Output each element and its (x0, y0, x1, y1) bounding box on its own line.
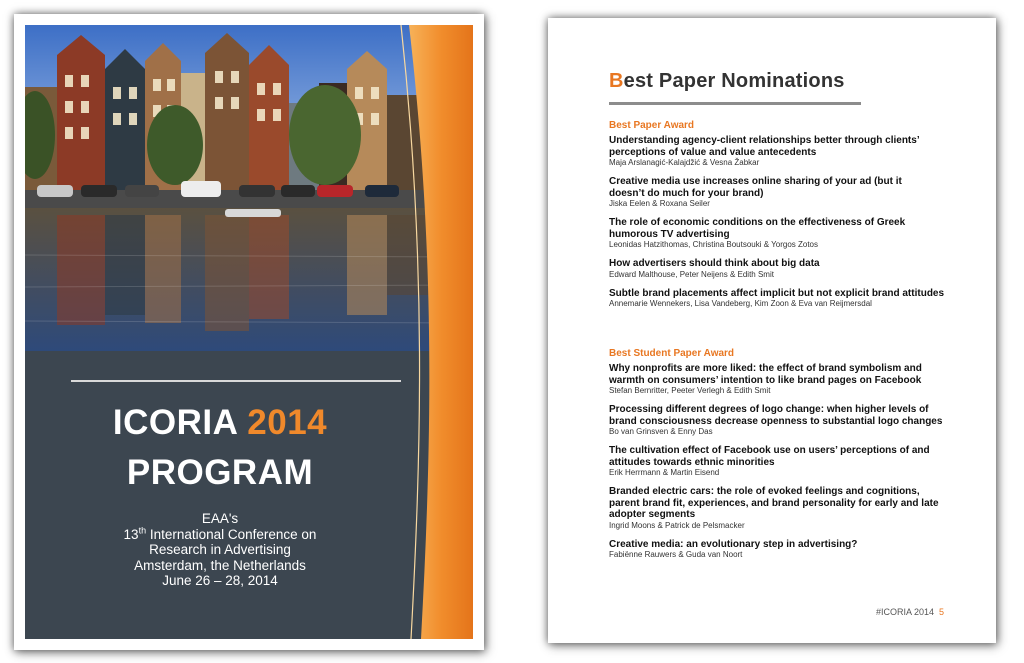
cover-ordinal-suffix: th (138, 525, 147, 535)
paper-authors: Annemarie Wennekers, Lisa Vandeberg, Kim Zoon & Eva van Reijmersdal (609, 299, 872, 308)
footer-tag: #ICORIA 2014 (875, 607, 934, 617)
cover-title-word: ICORIA (112, 403, 238, 442)
paper-title: Subtle brand placements affect implicit but not explicit brand attitudes (609, 287, 945, 299)
paper-title: Why nonprofits are more liked: the effect of brand symbolism and warmth on consumers’ intention to like brand pages on Facebook (609, 363, 922, 386)
paper-title: The cultivation effect of Facebook use on users’ perceptions of and attitudes towards ethnic minorities (609, 445, 930, 468)
list-item (609, 445, 949, 478)
list-item (609, 176, 949, 209)
cover-title-year: 2014 (247, 403, 328, 442)
cover-inner (25, 25, 473, 639)
paper-authors: Bo van Grinsven & Enny Das (609, 427, 713, 436)
cover-title-line1 (25, 403, 415, 443)
paper-authors: Stefan Bernritter, Peeter Verlegh & Edith Smit (609, 386, 771, 395)
page-title-underline (609, 102, 861, 105)
cover-page (14, 14, 484, 650)
list-item (609, 288, 949, 310)
cover-subtitle-line5: June 26 – 28, 2014 (162, 573, 278, 588)
list-item (609, 363, 949, 396)
best-student-paper-list (609, 363, 949, 568)
section-heading-best-paper: Best Paper Award (609, 120, 695, 131)
paper-title: Creative media use increases online sharing of your ad (but it doesn’t do much for your brand) (609, 176, 902, 199)
paper-authors: Leonidas Hatzithomas, Christina Boutsouki & Yorgos Zotos (609, 240, 819, 249)
page-number: 5 (938, 607, 944, 617)
cover-subtitle-line4: Amsterdam, the Netherlands (134, 557, 306, 573)
best-paper-list (609, 135, 949, 317)
list-item (609, 404, 949, 437)
list-item (609, 539, 949, 561)
page-title-rest: est Paper Nominations (623, 70, 845, 92)
paper-title: Understanding agency-client relationships better through clients’ perceptions of value and value antecedents (609, 135, 920, 158)
cover-subtitle-line3: Research in Advertising (149, 542, 291, 557)
section-heading-best-student-paper: Best Student Paper Award (609, 348, 735, 359)
paper-authors: Maja Arslanagić-Kalajdžić & Vesna Žabkar (609, 158, 760, 167)
cover-ordinal-number: 13 (123, 526, 139, 542)
cover-title-line2: PROGRAM (126, 453, 314, 492)
paper-title: How advertisers should think about big data (609, 258, 820, 269)
nominations-page (548, 18, 996, 643)
paper-title: Branded electric cars: the role of evoked feelings and cognitions, parent brand fit, experiences, and brand personality for early and late adopter segments (609, 486, 939, 520)
cover-subtitle-line2-rest: International Conference on (146, 526, 317, 542)
paper-authors: Fabiënne Rauwers & Guda van Noort (609, 550, 743, 559)
paper-authors: Edward Malthouse, Peter Neijens & Edith Smit (609, 269, 774, 279)
cover-subtitle-line2 (25, 527, 415, 543)
list-item (609, 486, 949, 531)
list-item (609, 217, 949, 250)
paper-authors: Jiska Eelen & Roxana Seiler (609, 199, 710, 208)
page-title-first-letter: B (609, 70, 624, 92)
paper-authors: Erik Herrmann & Martin Eisend (609, 468, 720, 477)
list-item (609, 258, 949, 280)
paper-title: Creative media: an evolutionary step in advertising? (609, 538, 858, 550)
paper-authors: Ingrid Moons & Patrick de Pelsmacker (609, 520, 745, 530)
page-title (609, 70, 845, 93)
cover-subtitle-line1: EAA's (201, 511, 239, 526)
list-item (609, 135, 949, 168)
page-footer (876, 607, 944, 617)
paper-title: Processing different degrees of logo change: when higher levels of brand consciousness decrease openness to substantial logo changes (609, 404, 943, 427)
cover-subtitle (25, 511, 415, 589)
cover-divider-line (71, 380, 401, 382)
paper-title: The role of economic conditions on the effectiveness of Greek humorous TV advertising (609, 217, 906, 240)
